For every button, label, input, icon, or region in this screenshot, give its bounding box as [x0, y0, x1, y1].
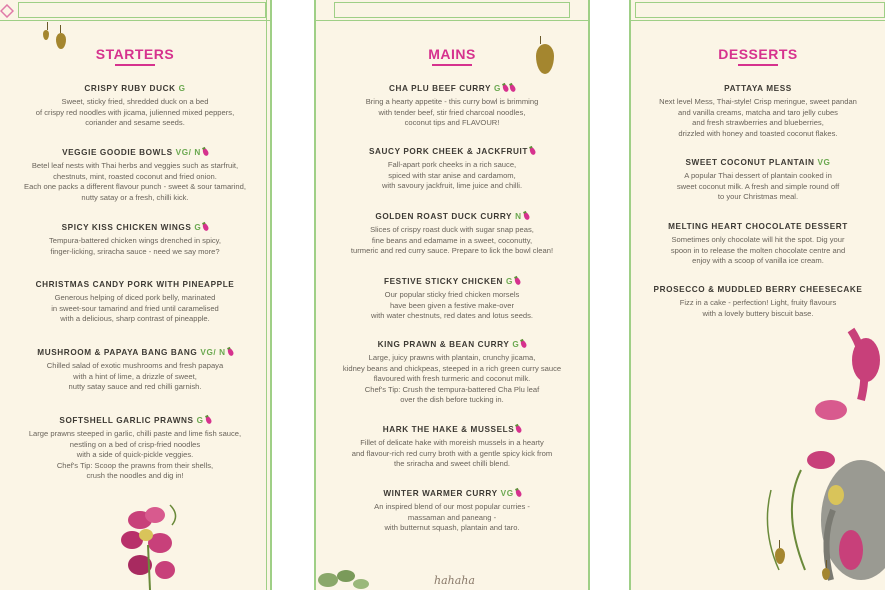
dish-description: Our popular sticky fried chicken morsels have been given a festive make-over with water chestnuts, red dates and lotus seeds.: [370, 290, 534, 321]
dish-name: HARK THE HAKE & MUSSELS: [382, 425, 515, 434]
chili-icon: [204, 415, 212, 424]
panel-top-bar: [631, 0, 885, 21]
dish-item: [316, 339, 588, 406]
chili-icon: [520, 339, 528, 348]
chili-icon: [502, 83, 510, 92]
dish-item: [316, 146, 588, 192]
mains-panel: [314, 0, 590, 590]
dish-name: FESTIVE STICKY CHICKEN: [383, 277, 504, 286]
dietary-tag: N: [515, 212, 522, 221]
dish-name: SPICY KISS CHICKEN WINGS: [61, 223, 192, 232]
dish-item: [316, 83, 588, 129]
dish-item: [0, 347, 270, 393]
dish-name: WINTER WARMER CURRY: [383, 489, 498, 498]
dish-name: SOFTSHELL GARLIC PRAWNS: [59, 416, 194, 425]
dish-name: CHA PLU BEEF CURRY: [388, 84, 492, 93]
dish-name: PROSECCO & MUDDLED BERRY CHEESECAKE: [653, 285, 863, 294]
dish-item: [0, 279, 270, 325]
dish-item: [631, 221, 885, 267]
panel-top-bar: [0, 0, 270, 21]
dietary-tag: G: [196, 416, 204, 425]
dish-description: Next level Mess, Thai-style! Crisp meringue, sweet pandan and vanilla creams, matcha and taro jelly cubes and fresh strawberries and blueberries, drizzled with honey and toasted coconut flakes.: [659, 97, 857, 138]
diamond-ornament-icon: [0, 4, 14, 18]
chili-icon: [515, 424, 523, 433]
dish-name: KING PRAWN & BEAN CURRY: [377, 340, 510, 349]
top-bar-frame: [635, 2, 885, 18]
chili-icon: [514, 488, 522, 497]
dish-description: Betel leaf nests with Thai herbs and veggies such as starfruit, chestnuts, mint, roasted coconut and fried onion. Each one packs a different flavour punch - sweet & sour tamarind, nutty satay or a fresh, chilli kick.: [24, 161, 246, 202]
dietary-tag: G: [494, 84, 502, 93]
dish-item: [0, 415, 270, 482]
dish-item: [316, 424, 588, 470]
dietary-tag: G: [506, 277, 513, 286]
dish-description: Sweet, sticky fried, shredded duck on a bed of crispy red noodles with jicama, julienned mixed peppers, coriander and sesame seeds.: [35, 97, 235, 128]
section-title-starters: STARTERS: [0, 46, 270, 66]
chili-icon: [226, 347, 234, 356]
bauble-ornament-icon: [43, 30, 49, 40]
dish-description: Tempura-battered chicken wings drenched in spicy, finger-licking, sriracha sauce - need we say more?: [48, 236, 222, 256]
dish-description: Fall-apart pork cheeks in a rich sauce, spiced with star anise and cardamom, with savoury jackfruit, lime juice and chilli.: [381, 160, 523, 191]
dish-item: [316, 488, 588, 534]
dietary-tag: G: [194, 223, 202, 232]
chili-icon: [201, 147, 209, 156]
dish-description: Large prawns steeped in garlic, chilli paste and lime fish sauce, nestling on a bed of crisp-fried noodles with a side of quick-pickle veggies. Chef's Tip: Scoop the prawns from their shells, crush the noodles and dig in!: [28, 429, 242, 481]
dish-name: CRISPY RUBY DUCK: [84, 84, 176, 93]
dish-description: A popular Thai dessert of plantain cooked in sweet coconut milk. A fresh and simple round off to your Christmas meal.: [676, 171, 840, 202]
top-bar-frame: [334, 2, 570, 18]
dish-description: Sometimes only chocolate will hit the spot. Dig your spoon in to release the molten chocolate centre and enjoy with a scoop of vanilla ice cream.: [670, 235, 846, 266]
dish-name: SWEET COCONUT PLANTAIN: [685, 158, 815, 167]
leaf-vine-illustration-icon: [316, 560, 376, 590]
dish-item: [316, 211, 588, 257]
dietary-tag: VG/ N: [175, 148, 201, 157]
chili-icon: [514, 276, 522, 285]
dish-item: [316, 276, 588, 322]
dish-description: Generous helping of diced pork belly, marinated in sweet-sour tamarind and fried until caramelised with a delicious, sharp contrast of pineapple.: [51, 293, 219, 324]
dish-description: Fillet of delicate hake with moreish mussels in a hearty and flavour-rich red curry broth with a gentle spicy kick from the sriracha and sweet chilli blend.: [351, 438, 553, 469]
dish-description: An inspired blend of our most popular curries - massaman and paneang - with butternut squash, plantain and taro.: [374, 502, 530, 533]
dish-item: [631, 83, 885, 139]
footer-handwriting: hahaha: [434, 574, 475, 587]
dish-item: [0, 83, 270, 129]
dish-name: GOLDEN ROAST DUCK CURRY: [375, 212, 513, 221]
dish-item: [631, 157, 885, 203]
dietary-tag: VG: [817, 158, 831, 167]
dietary-tag: G: [512, 340, 520, 349]
starters-panel: [0, 0, 272, 590]
dish-description: Fizz in a cake - perfection! Light, fruity flavours with a lovely buttery biscuit base.: [679, 298, 837, 318]
dish-item: [0, 147, 270, 203]
dietary-tag: VG: [500, 489, 514, 498]
chili-icon: [202, 222, 210, 231]
dish-name: VEGGIE GOODIE BOWLS: [62, 148, 173, 157]
dish-item: [631, 284, 885, 319]
dish-description: Slices of crispy roast duck with sugar snap peas, fine beans and edamame in a sweet, coconutty, turmeric and red curry sauce. Prepare to lick the bowl clean!: [350, 225, 554, 256]
chili-icon: [509, 83, 517, 92]
dish-name: MELTING HEART CHOCOLATE DESSERT: [668, 222, 848, 231]
dish-description: Bring a hearty appetite - this curry bowl is brimming with tender beef, stir fried charcoal noodles, coconut tips and FLAVOUR!: [365, 97, 539, 128]
section-title-mains: MAINS: [316, 46, 588, 66]
panel-top-bar: [316, 0, 588, 21]
dietary-tag: VG/ N: [200, 348, 226, 357]
dish-description: Chilled salad of exotic mushrooms and fresh papaya with a hint of lime, a drizzle of sweet, nutty satay sauce and red chilli garnish.: [46, 361, 224, 392]
dish-description: Large, juicy prawns with plantain, crunchy jicama, kidney beans and chickpeas, steeped in a rich green curry sauce flavoured with fresh turmeric and coconut milk. Chef's Tip: Crush the tempura-battered Cha Plu leaf over the dish before tucking in.: [342, 353, 562, 405]
dish-item: [0, 222, 270, 257]
top-bar-frame: [18, 2, 266, 18]
section-title-desserts: DESSERTS: [631, 46, 885, 66]
chili-icon: [522, 211, 530, 220]
chili-icon: [529, 146, 537, 155]
dish-name: SAUCY PORK CHEEK & JACKFRUIT: [368, 147, 529, 156]
orchid-flower-illustration-icon: [110, 495, 190, 590]
dietary-tag: G: [178, 84, 186, 93]
desserts-panel: [629, 0, 885, 590]
dish-name: CHRISTMAS CANDY PORK WITH PINEAPPLE: [35, 280, 235, 289]
dish-name: MUSHROOM & PAPAYA BANG BANG: [37, 348, 198, 357]
dish-name: PATTAYA MESS: [724, 84, 792, 93]
